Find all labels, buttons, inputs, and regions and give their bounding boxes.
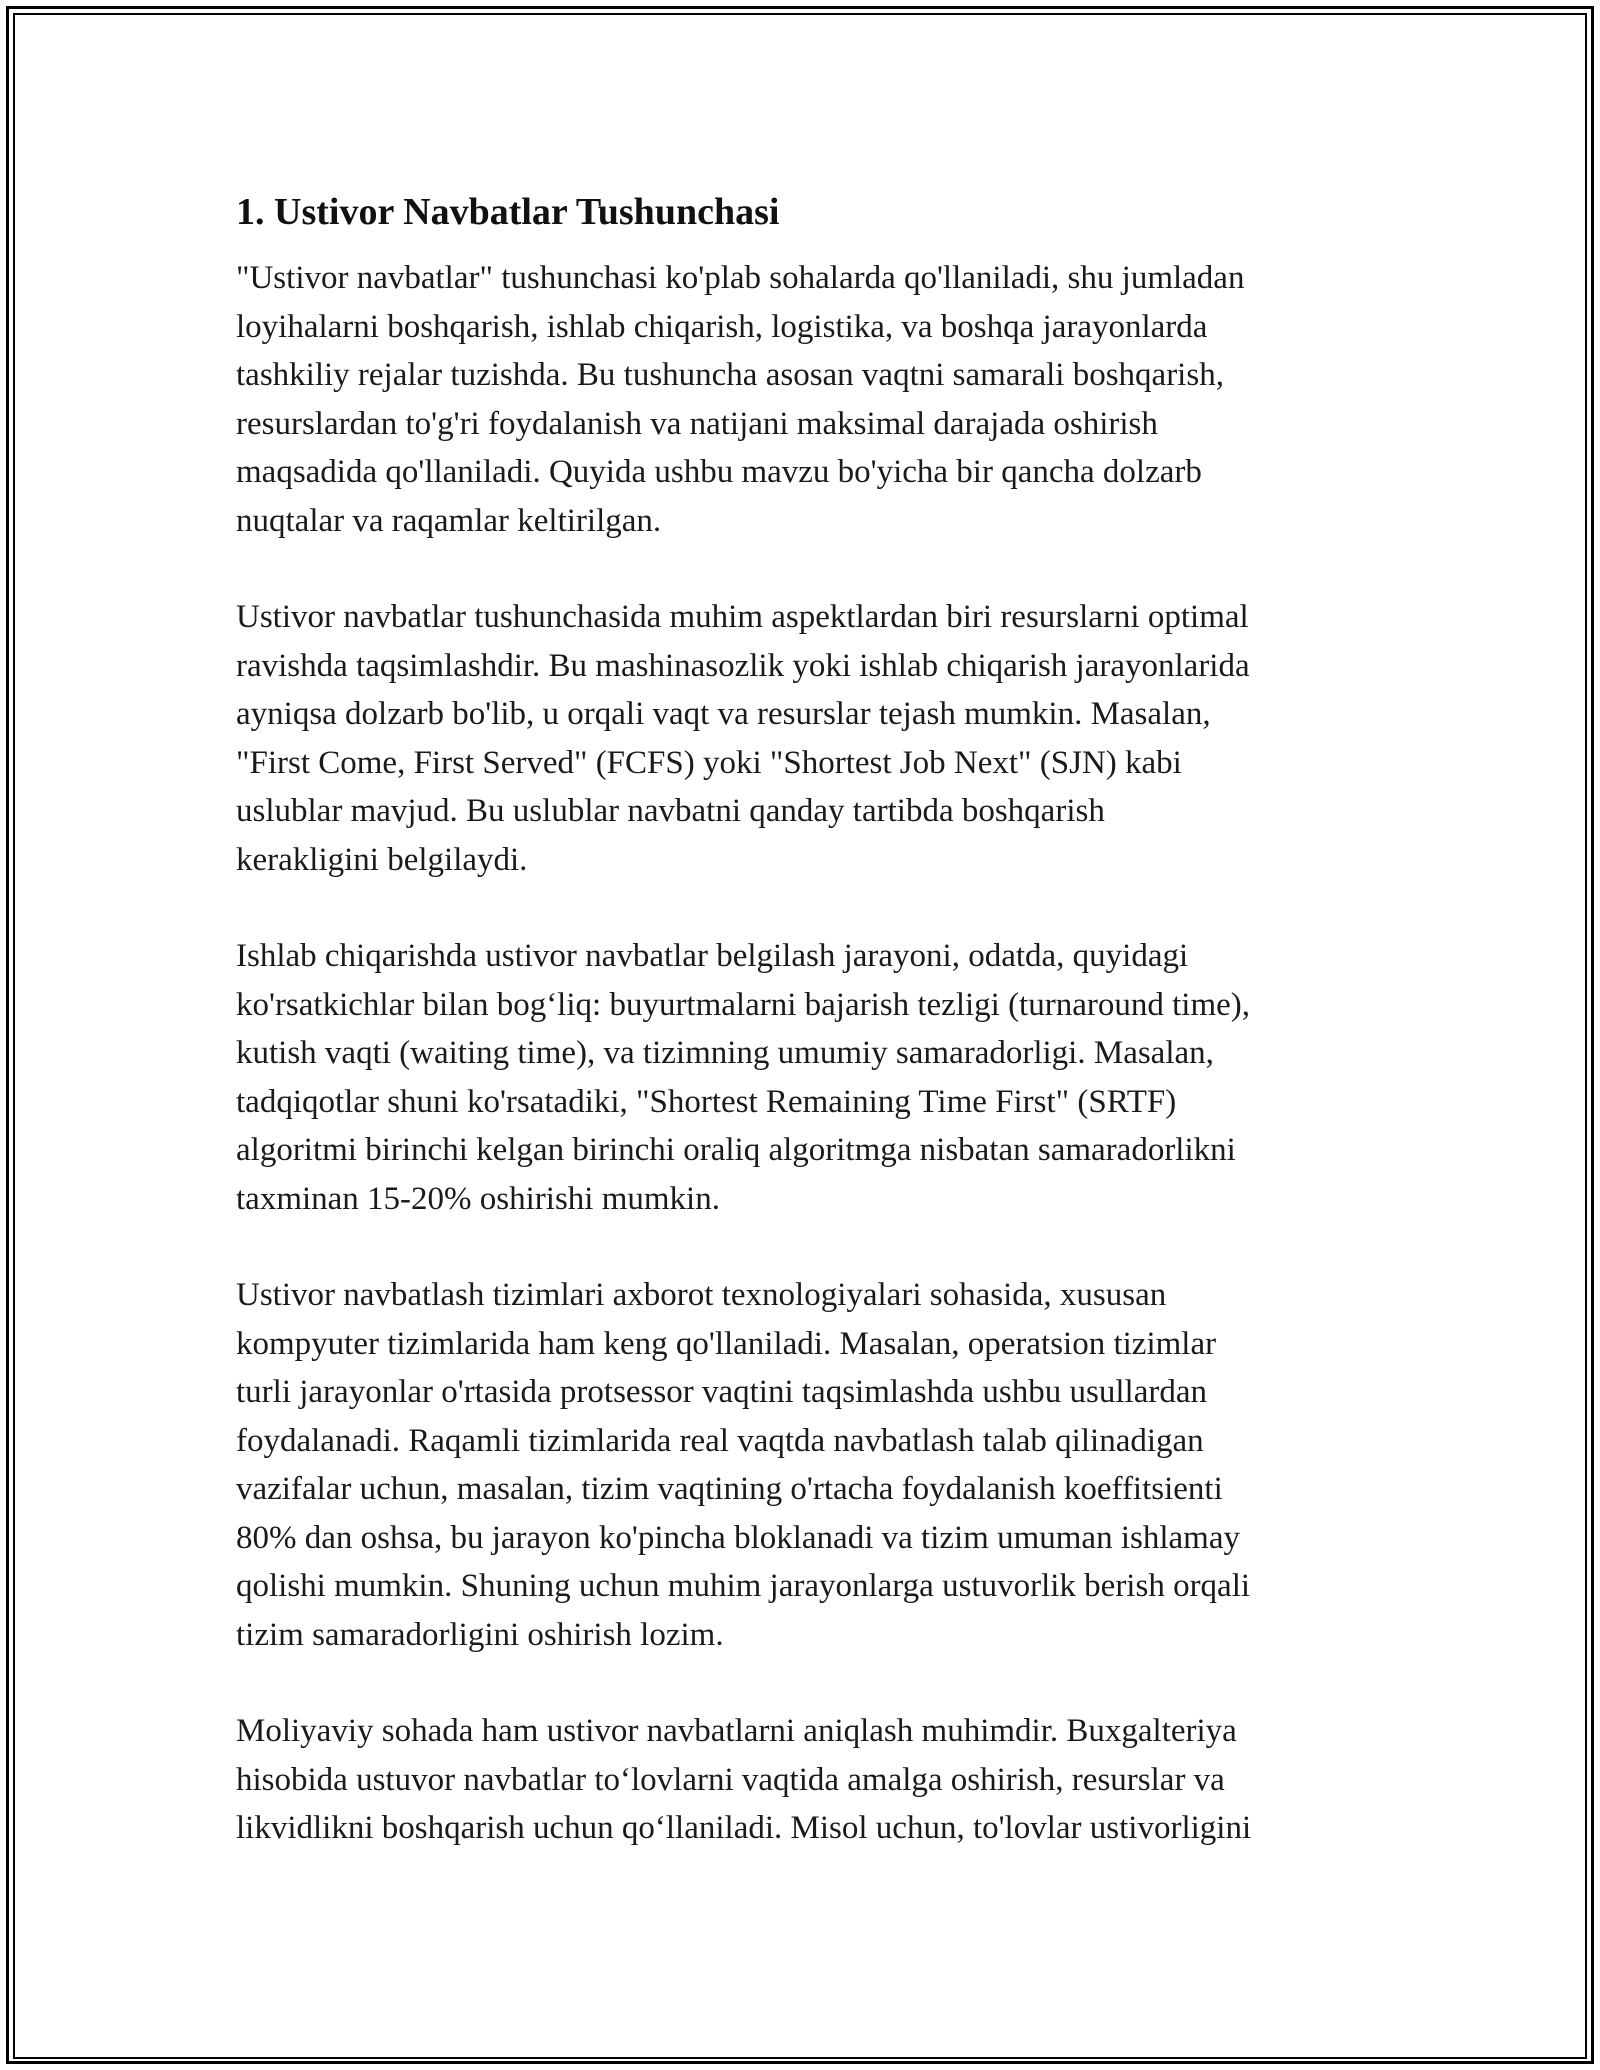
document-page	[236, 186, 1386, 1901]
paragraph-line: ayniqsa dolzarb bo'lib, u orqali vaqt va resurslar tejash mumkin. Masalan,	[236, 696, 1211, 732]
paragraph-line: Moliyaviy sohada ham ustivor navbatlarni aniqlash muhimdir. Buxgalteriya	[236, 1713, 1237, 1749]
paragraph-line: uslublar mavjud. Bu uslublar navbatni qanday tartibda boshqarish	[236, 793, 1105, 829]
paragraph-line: tashkiliy rejalar tuzishda. Bu tushuncha asosan vaqtni samarali boshqarish,	[236, 357, 1224, 393]
paragraph-line: ravishda taqsimlashdir. Bu mashinasozlik yoki ishlab chiqarish jarayonlarida	[236, 647, 1250, 684]
paragraph-line: likvidlikni boshqarish uchun qo‘llaniladi. Misol uchun, to'lovlar ustivorligini	[236, 1810, 1252, 1846]
paragraph-resource-allocation	[236, 593, 1386, 884]
paragraph-line: maqsadida qo'llaniladi. Quyida ushbu mavzu bo'yicha bir qancha dolzarb	[236, 454, 1202, 490]
paragraph-line: "First Come, First Served" (FCFS) yoki "Shortest Job Next" (SJN) kabi	[236, 744, 1182, 781]
paragraph-line: ko'rsatkichlar bilan bog‘liq: buyurtmalarni bajarish tezligi (turnaround time),	[236, 986, 1250, 1023]
paragraph-line: Ustivor navbatlar tushunchasida muhim aspektlardan biri resurslarni optimal	[236, 599, 1249, 635]
paragraph-line: taxminan 15-20% oshirishi mumkin.	[236, 1180, 720, 1217]
paragraph-production-metrics	[236, 932, 1386, 1223]
paragraph-line: foydalanadi. Raqamli tizimlarida real vaqtda navbatlash talab qilinadigan	[236, 1422, 1204, 1459]
paragraph-line: Ustivor navbatlash tizimlari axborot texnologiyalari sohasida, xususan	[236, 1277, 1167, 1313]
paragraph-line: qolishi mumkin. Shuning uchun muhim jarayonlarga ustuvorlik berish orqali	[236, 1568, 1251, 1604]
paragraph-line: turli jarayonlar o'rtasida protsessor vaqtini taqsimlashda ushbu usullardan	[236, 1374, 1207, 1410]
paragraph-line: "Ustivor navbatlar" tushunchasi ko'plab sohalarda qo'llaniladi, shu jumladan	[236, 260, 1245, 296]
paragraph-line: nuqtalar va raqamlar keltirilgan.	[236, 502, 662, 539]
paragraph-line: kompyuter tizimlarida ham keng qo'llaniladi. Masalan, operatsion tizimlar	[236, 1325, 1217, 1362]
section-heading: 1. Ustivor Navbatlar Tushunchasi	[236, 191, 780, 233]
paragraph-it-systems	[236, 1271, 1386, 1659]
paragraph-line: resurslardan to'g'ri foydalanish va natijani maksimal darajada oshirish	[236, 405, 1158, 442]
paragraph-line: hisobida ustuvor navbatlar to‘lovlarni vaqtida amalga oshirish, resurslar va	[236, 1761, 1225, 1798]
paragraph-line: algoritmi birinchi kelgan birinchi oraliq algoritmga nisbatan samaradorlikni	[236, 1132, 1236, 1168]
paragraph-line: vazifalar uchun, masalan, tizim vaqtining o'rtacha foydalanish koeffitsienti	[236, 1471, 1223, 1507]
paragraph-line: loyihalarni boshqarish, ishlab chiqarish, logistika, va boshqa jarayonlarda	[236, 308, 1208, 345]
paragraph-finance	[236, 1707, 1386, 1853]
paragraph-line: kerakligini belgilaydi.	[236, 841, 528, 878]
paragraph-line: Ishlab chiqarishda ustivor navbatlar belgilash jarayoni, odatda, quyidagi	[236, 938, 1189, 974]
paragraph-line: 80% dan oshsa, bu jarayon ko'pincha bloklanadi va tizim umuman ishlamay	[236, 1519, 1240, 1556]
paragraph-line: tizim samaradorligini oshirish lozim.	[236, 1616, 724, 1653]
paragraph-line: kutish vaqti (waiting time), va tizimning umumiy samaradorligi. Masalan,	[236, 1035, 1214, 1071]
paragraph-intro	[236, 254, 1386, 545]
paragraph-line: tadqiqotlar shuni ko'rsatadiki, "Shortest Remaining Time First" (SRTF)	[236, 1083, 1177, 1120]
